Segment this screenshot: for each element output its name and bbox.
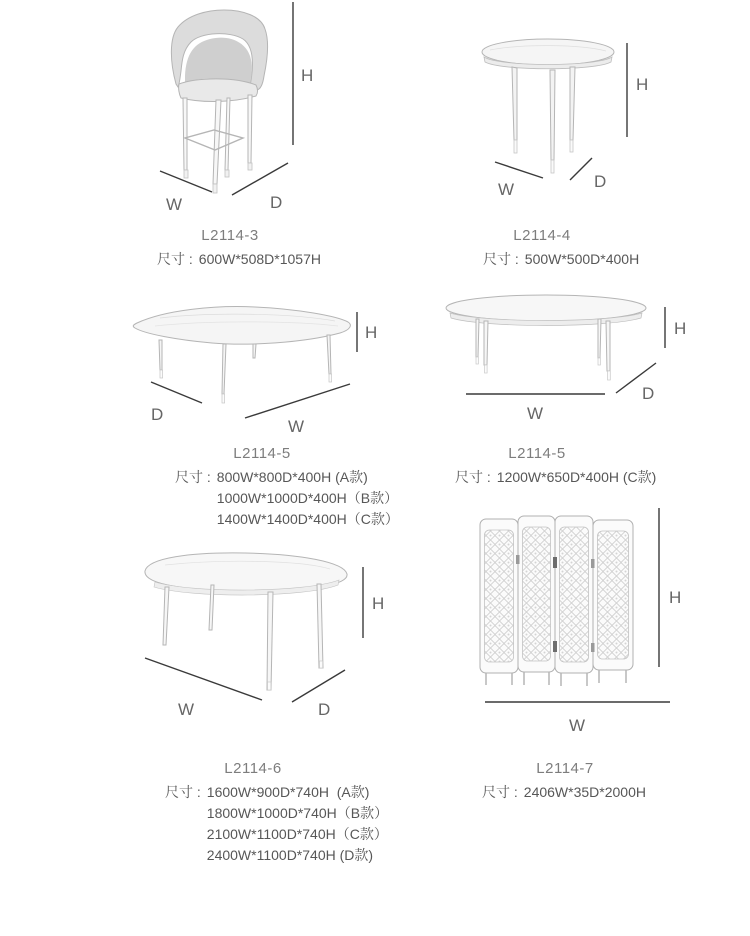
size-line: 1400W*1400D*400H（C款） bbox=[216, 511, 399, 527]
folding-screen-art bbox=[480, 516, 633, 686]
depth-label: D bbox=[642, 384, 655, 403]
width-label: W bbox=[498, 180, 515, 199]
depth-label: D bbox=[318, 700, 331, 719]
product-dimensions bbox=[165, 782, 388, 866]
product-code: L2114-3 bbox=[201, 227, 259, 244]
bar-chair-drawing bbox=[140, 0, 360, 222]
product-dimensions bbox=[175, 467, 399, 530]
product-dimensions bbox=[157, 249, 321, 270]
width-label: W bbox=[288, 417, 305, 436]
height-label: H bbox=[669, 588, 682, 607]
width-label: W bbox=[178, 700, 195, 719]
height-label: H bbox=[636, 75, 649, 94]
size-line: 1800W*1000D*740H（B款） bbox=[206, 805, 389, 821]
product-code: L2114-6 bbox=[224, 760, 282, 777]
size-line: 1000W*1000D*400H（B款） bbox=[216, 490, 399, 506]
size-prefix: 尺寸 : bbox=[157, 251, 193, 267]
width-label: W bbox=[527, 404, 544, 423]
size-line: 2100W*1100D*740H（C款） bbox=[206, 826, 388, 842]
oval-coffee-table-art bbox=[446, 295, 646, 380]
depth-label: D bbox=[270, 193, 283, 212]
product-dimensions bbox=[483, 249, 639, 270]
product-code: L2114-5 bbox=[233, 445, 291, 462]
depth-label: D bbox=[151, 405, 164, 424]
round-table-art bbox=[482, 39, 614, 173]
size-line: 1600W*900D*740H (A款) bbox=[206, 784, 370, 800]
size-line: 800W*800D*400H (A款) bbox=[216, 469, 368, 485]
size-line: 600W*508D*1057H bbox=[198, 251, 321, 267]
square-coffee-table-drawing bbox=[120, 290, 380, 442]
product-dimensions bbox=[455, 467, 656, 488]
size-prefix: 尺寸 : bbox=[482, 784, 518, 800]
width-label: W bbox=[166, 195, 183, 214]
oval-coffee-table-drawing bbox=[440, 285, 700, 433]
size-line: 1200W*650D*400H (C款) bbox=[496, 469, 657, 485]
product-dimensions bbox=[482, 782, 646, 803]
product-code: L2114-7 bbox=[536, 760, 594, 777]
bar-chair-art bbox=[171, 10, 267, 193]
product-code: L2114-5 bbox=[508, 445, 566, 462]
height-label: H bbox=[301, 66, 314, 85]
size-prefix: 尺寸 : bbox=[175, 469, 211, 485]
size-line: 2400W*1100D*740H (D款) bbox=[206, 847, 374, 863]
height-label: H bbox=[372, 594, 385, 613]
size-prefix: 尺寸 : bbox=[483, 251, 519, 267]
height-label: H bbox=[365, 323, 378, 342]
depth-label: D bbox=[594, 172, 607, 191]
product-code: L2114-4 bbox=[513, 227, 571, 244]
folding-screen-drawing bbox=[450, 495, 700, 747]
size-line: 2406W*35D*2000H bbox=[523, 784, 646, 800]
height-label: H bbox=[674, 319, 687, 338]
size-prefix: 尺寸 : bbox=[165, 784, 201, 800]
size-prefix: 尺寸 : bbox=[455, 469, 491, 485]
width-label: W bbox=[569, 716, 586, 735]
oval-dining-table-drawing bbox=[130, 545, 400, 727]
size-line: 500W*500D*400H bbox=[524, 251, 640, 267]
round-side-table-drawing bbox=[460, 20, 680, 210]
